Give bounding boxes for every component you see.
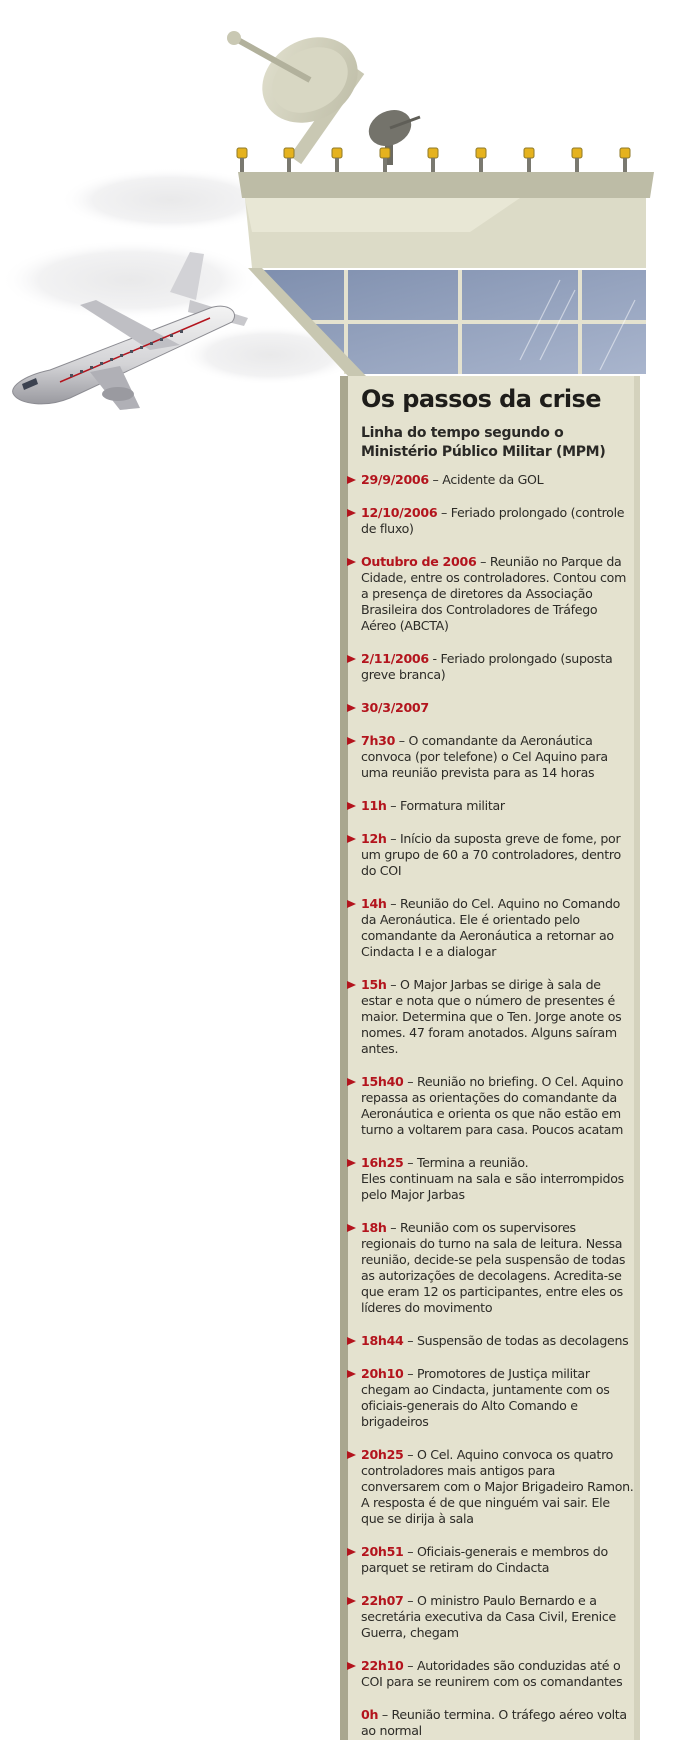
timeline-text: Reunião no Parque da Cidade, entre os controladores. Contou com a presença de diretores da Associação Brasileira dos Controladores de Tráfego Aéreo (ABCTA) — [361, 554, 627, 633]
timeline-entry — [348, 1333, 634, 1349]
timeline-text: O comandante da Aeronáutica convoca (por telefone) o Cel Aquino para uma reunião prevista para as 14 horas — [361, 733, 608, 780]
timeline-entry — [348, 1074, 634, 1138]
triangle-marker-icon — [347, 1662, 356, 1670]
timeline-separator: – — [386, 798, 400, 813]
timeline-text: Feriado prolongado (suposta greve branca) — [361, 651, 613, 682]
timeline-separator: – — [386, 896, 400, 911]
timeline-entry — [348, 831, 634, 879]
triangle-marker-icon — [347, 737, 356, 745]
timeline-separator: – — [403, 1074, 417, 1089]
timeline-separator: – — [403, 1593, 417, 1608]
timeline-entry — [348, 1366, 634, 1430]
timeline-time: Outubro de 2006 — [361, 554, 477, 569]
triangle-marker-icon — [347, 1548, 356, 1556]
timeline-time: 0h — [361, 1707, 379, 1722]
triangle-marker-icon — [347, 509, 356, 517]
page-title: Os passos da crise — [361, 385, 601, 413]
timeline-text: Reunião do Cel. Aquino no Comando da Aeronáutica. Ele é orientado pelo comandante da Aeronáutica a retornar ao Cindacta I e a dialogar — [361, 896, 621, 959]
timeline-entry — [348, 733, 634, 781]
triangle-marker-icon — [347, 704, 356, 712]
triangle-marker-icon — [347, 655, 356, 663]
timeline-time: 11h — [361, 798, 387, 813]
timeline-time: 15h — [361, 977, 387, 992]
timeline-entry — [348, 1220, 634, 1316]
timeline-time: 20h25 — [361, 1447, 404, 1462]
timeline-text: Suspensão de todas as decolagens — [416, 1333, 629, 1348]
timeline-entry — [348, 1447, 634, 1527]
timeline-separator: – — [403, 1658, 417, 1673]
timeline-entry — [348, 505, 634, 537]
timeline-time: 29/9/2006 — [361, 472, 429, 487]
page-subtitle: Linha do tempo segundo o Ministério Público Militar (MPM) — [361, 425, 606, 460]
timeline-separator: – — [403, 1447, 417, 1462]
triangle-marker-icon — [347, 981, 356, 989]
timeline-time: 2/11/2006 — [361, 651, 429, 666]
timeline-text: Reunião no briefing. O Cel. Aquino repassa as orientações do comandante da Aeronáutica e orienta os que não estão em turno a voltarem para casa. Poucos acatam — [361, 1074, 624, 1137]
timeline-entry — [348, 1658, 634, 1690]
timeline-separator: – — [437, 505, 451, 520]
triangle-marker-icon — [347, 558, 356, 566]
timeline-entry — [348, 472, 634, 488]
triangle-marker-icon — [347, 1597, 356, 1605]
timeline-separator: – — [403, 1544, 417, 1559]
timeline-entry — [348, 1593, 634, 1641]
triangle-marker-icon — [347, 1370, 356, 1378]
timeline-entry — [348, 1155, 634, 1203]
triangle-marker-icon — [347, 1224, 356, 1232]
triangle-marker-icon — [347, 1451, 356, 1459]
timeline-text: Feriado prolongado (controle de fluxo) — [361, 505, 625, 536]
timeline-separator: – — [428, 472, 443, 487]
triangle-marker-icon — [347, 835, 356, 843]
timeline-text: Termina a reunião. Eles continuam na sala e são interrompidos pelo Major Jarbas — [361, 1155, 624, 1202]
timeline-time: 20h51 — [361, 1544, 404, 1559]
small-dish-icon — [363, 103, 420, 165]
timeline-separator: – — [476, 554, 490, 569]
timeline-separator: – — [403, 1366, 417, 1381]
timeline-text: O ministro Paulo Bernardo e a secretária executiva da Casa Civil, Erenice Guerra, chegam — [361, 1593, 616, 1640]
timeline-entry — [348, 1707, 634, 1739]
timeline-time: 22h07 — [361, 1593, 404, 1608]
timeline-panel — [348, 384, 634, 1756]
timeline-entry — [348, 798, 634, 814]
timeline-separator: – — [403, 1155, 417, 1170]
timeline-separator: – — [386, 1220, 400, 1235]
satellite-dish-icon — [227, 20, 373, 164]
timeline-entry — [348, 896, 634, 960]
timeline-text: Início da suposta greve de fome, por um grupo de 60 a 70 controladores, dentro do COI — [361, 831, 621, 878]
timeline-time: 22h10 — [361, 1658, 404, 1673]
timeline-entry — [348, 651, 634, 683]
timeline-time: 20h10 — [361, 1366, 404, 1381]
timeline-time: 18h44 — [361, 1333, 404, 1348]
timeline-text: Autoridades são conduzidas até o COI para se reunirem com os comandantes — [361, 1658, 623, 1689]
timeline-list — [348, 472, 634, 1739]
triangle-marker-icon — [347, 1078, 356, 1086]
triangle-marker-icon — [347, 802, 356, 810]
timeline-separator: – — [378, 1707, 392, 1722]
timeline-text: O Major Jarbas se dirige à sala de estar e nota que o número de presentes é maior. Determina que o Ten. Jorge anote os nomes. 47 foram anotados. Alguns saíram antes. — [361, 977, 622, 1056]
timeline-time: 30/3/2007 — [361, 700, 429, 715]
tower-roof — [238, 172, 654, 198]
tower-column-edge — [634, 376, 640, 1740]
triangle-marker-icon — [347, 900, 356, 908]
timeline-time: 12/10/2006 — [361, 505, 438, 520]
timeline-time: 12h — [361, 831, 387, 846]
timeline-text: O Cel. Aquino convoca os quatro controladores mais antigos para conversarem com o Major Brigadeiro Ramon. A resposta é de que ninguém vai sair. Ele que se dirija à sala — [361, 1447, 634, 1526]
timeline-time: 18h — [361, 1220, 387, 1235]
triangle-marker-icon — [347, 476, 356, 484]
control-tower-illustration — [0, 0, 680, 420]
timeline-time: 14h — [361, 896, 387, 911]
timeline-text: Formatura militar — [400, 798, 505, 813]
timeline-entry — [348, 700, 634, 716]
triangle-marker-icon — [347, 1337, 356, 1345]
timeline-time: 16h25 — [361, 1155, 404, 1170]
timeline-entry — [348, 1544, 634, 1576]
tower-column-shadow — [340, 376, 348, 1740]
timeline-separator: – — [403, 1333, 417, 1348]
timeline-separator: – — [386, 977, 400, 992]
timeline-text: Acidente da GOL — [442, 472, 544, 487]
timeline-entry — [348, 554, 634, 634]
timeline-separator: – — [386, 831, 400, 846]
timeline-separator: – — [395, 733, 409, 748]
timeline-time: 7h30 — [361, 733, 396, 748]
timeline-text: Oficiais-generais e membros do parquet se retiram do Cindacta — [361, 1544, 608, 1575]
timeline-text: Promotores de Justiça militar chegam ao Cindacta, juntamente com os oficiais-generais do Alto Comando e brigadeiros — [361, 1366, 610, 1429]
timeline-time: 15h40 — [361, 1074, 404, 1089]
triangle-marker-icon — [347, 1159, 356, 1167]
timeline-separator: - — [428, 651, 441, 666]
timeline-entry — [348, 977, 634, 1057]
timeline-text: Reunião termina. O tráfego aéreo volta ao normal — [361, 1707, 627, 1738]
timeline-text: Reunião com os supervisores regionais do turno na sala de leitura. Nessa reunião, decide-se pela suspensão de todas as autorizações de decolagens. Acredita-se que eram 12 os participantes, entre eles os líderes do movimento — [361, 1220, 626, 1315]
